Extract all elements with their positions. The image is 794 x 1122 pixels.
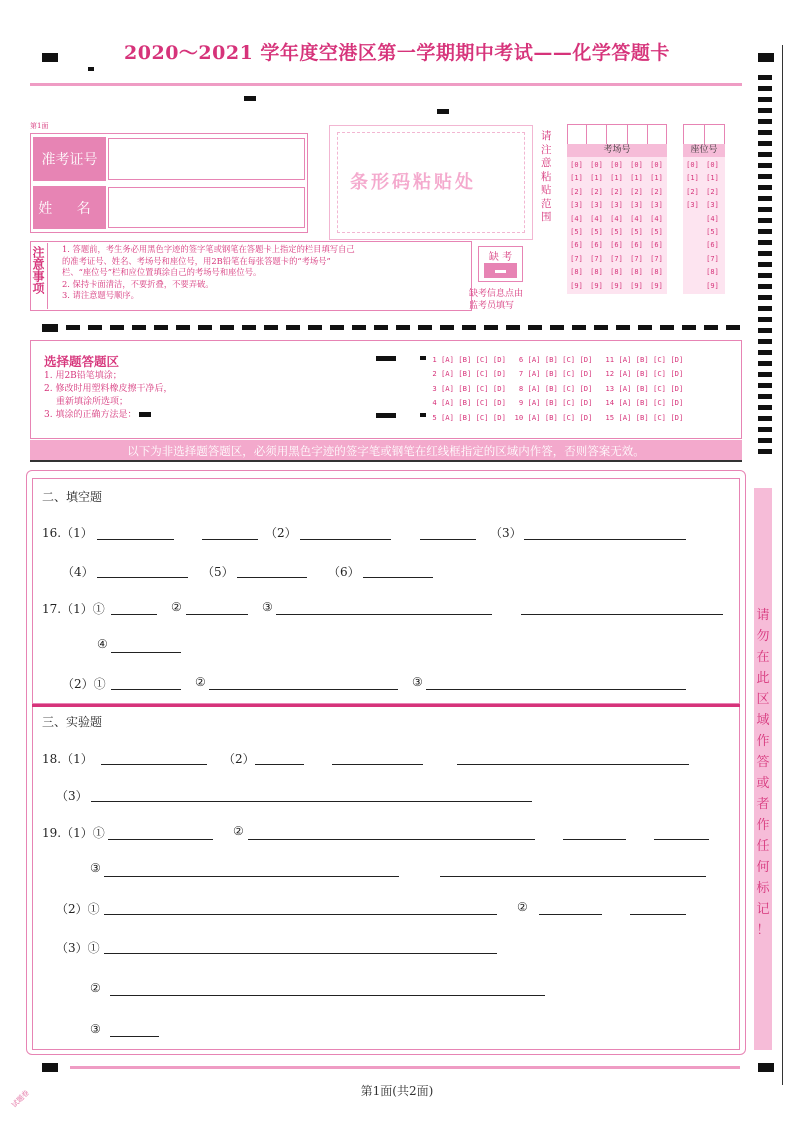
notice-banner-text: 以下为非选择题答题区，必须用黑色字迹的签字笔或钢笔在红线框指定的区域内作答，否则答案无效。	[127, 444, 645, 458]
q17b-2-label: ②	[195, 675, 206, 689]
page-label: 第1面	[30, 122, 49, 130]
title-underline	[30, 83, 742, 86]
q18-3-line[interactable]	[91, 801, 532, 802]
room-digit-bubble[interactable]: [5]	[610, 227, 623, 236]
q16-2-line[interactable]	[300, 539, 391, 540]
answer-frame-section3	[32, 707, 740, 1050]
room-digit-bubble[interactable]: [4]	[650, 214, 663, 223]
q19-3b-line[interactable]	[440, 876, 706, 877]
q19-3-line[interactable]	[104, 876, 399, 877]
notice-divider	[47, 243, 48, 309]
page-title: 2020～2021 学年度空港区第一学期期中考试——化学答题卡	[124, 42, 670, 64]
q17b-1-line[interactable]	[111, 689, 181, 690]
room-number-label: 考场号	[567, 144, 667, 157]
exam-id-field[interactable]	[108, 138, 305, 180]
seat-digit-ones-bubble[interactable]: [4]	[706, 214, 719, 223]
answer-frame-section2	[32, 478, 740, 704]
room-digit-bubble[interactable]: [2]	[630, 187, 643, 196]
q16-2-label: （2）	[265, 526, 297, 540]
room-digit-column	[609, 160, 624, 294]
notice-heading: 注意事项	[31, 246, 45, 294]
room-digit-bubble[interactable]: [0]	[570, 161, 583, 169]
q17-4-line[interactable]	[111, 652, 181, 653]
seat-digit-ones-bubble[interactable]: [0]	[706, 161, 719, 169]
seat-number-label: 座位号	[683, 144, 725, 157]
room-digit-bubble[interactable]: [6]	[570, 241, 583, 250]
room-digit-bubble[interactable]: [4]	[610, 214, 623, 223]
choice-heading: 选择题答题区	[44, 354, 120, 369]
q17-3b-line[interactable]	[521, 614, 723, 615]
q17-3-line[interactable]	[276, 614, 492, 615]
seat-digit-tens-bubble[interactable]: [2]	[686, 187, 699, 196]
q18-label: 18.（1）	[42, 752, 93, 766]
room-digit-bubble[interactable]: [7]	[650, 254, 663, 263]
choice-timing-1	[376, 356, 396, 361]
notice-body: 1. 答题前，考生务必用黑色字迹的签字笔或钢笔在答题卡上指定的栏目填写自己 的准考证号、姓名、考场号和座位号，用2B铅笔在每张答题卡的“考场号” 栏、“座位号”栏和应位置填涂自己的考场号和座位号。 2. 保持卡面清洁，不要折叠，不要弄破。 3. 请注意题号顺序。	[62, 244, 355, 300]
name-label: 姓 名	[33, 186, 106, 229]
choice-timing-small-2	[420, 413, 426, 417]
footer-corner-stamp: 试题卷	[10, 1088, 31, 1110]
absent-fill-mark	[495, 270, 506, 273]
q19b-2-line[interactable]	[539, 914, 602, 915]
room-digit-bubble[interactable]: [6]	[590, 241, 603, 250]
q16-label: 16.（1）	[42, 526, 93, 540]
room-digit-bubble[interactable]: [9]	[570, 281, 583, 290]
room-digit-bubble[interactable]: [8]	[590, 268, 603, 277]
q17b-3-label: ③	[412, 675, 423, 689]
q19c-2-label: ②	[90, 981, 101, 995]
q16-1b-line[interactable]	[202, 539, 258, 540]
q18-2c-line[interactable]	[457, 764, 689, 765]
q18-2b-line[interactable]	[332, 764, 423, 765]
choice-timing-small-1	[420, 356, 426, 360]
seat-digit-ones-bubble[interactable]: [8]	[706, 268, 719, 277]
q17-4-label: ④	[97, 637, 108, 651]
q19c-3-line[interactable]	[110, 1036, 159, 1037]
q19-2-line[interactable]	[248, 839, 535, 840]
room-digit-bubble[interactable]: [4]	[570, 214, 583, 223]
room-digit-bubble[interactable]: [0]	[610, 161, 623, 169]
room-digit-bubble[interactable]: [7]	[590, 254, 603, 263]
q19b-1-line[interactable]	[104, 914, 497, 915]
room-digit-bubble[interactable]: [1]	[570, 174, 583, 183]
q16-3-label: （3）	[490, 526, 522, 540]
q16-5-line[interactable]	[237, 577, 307, 578]
q16-4-line[interactable]	[97, 577, 188, 578]
q19-2c-line[interactable]	[654, 839, 709, 840]
room-digit-bubble[interactable]: [8]	[650, 268, 663, 277]
room-digit-bubble[interactable]: [6]	[630, 241, 643, 250]
room-digit-bubble[interactable]: [7]	[570, 254, 583, 263]
seat-digit-ones-bubble[interactable]: [5]	[706, 227, 719, 236]
timing-mark-bottom-left	[42, 1063, 58, 1072]
room-digit-bubble[interactable]: [5]	[650, 227, 663, 236]
choice-rules: 1. 用2B铅笔填涂； 2. 修改时用塑料橡皮擦干净后， 重新填涂所选项； 3. 填涂的正确方法是：	[44, 371, 173, 420]
q16-1-line[interactable]	[97, 539, 174, 540]
room-digit-bubble[interactable]: [9]	[590, 281, 603, 290]
room-digit-bubble[interactable]: [9]	[610, 281, 623, 290]
q16-5-label: （5）	[202, 565, 234, 579]
q17-2-label: ②	[171, 600, 182, 614]
choice-row-5[interactable]: 5 [A] [B] [C] [D] 10 [A] [B] [C] [D] 15 [A] [B] [C] [D]	[428, 413, 684, 422]
room-digit-bubble[interactable]: [3]	[630, 201, 643, 210]
q19b-2b-line[interactable]	[630, 914, 686, 915]
q17b-2-line[interactable]	[209, 689, 398, 690]
room-digit-bubble[interactable]: [8]	[610, 268, 623, 277]
room-digit-bubble[interactable]: [2]	[610, 187, 623, 196]
q19-label: 19.（1）①	[42, 826, 105, 840]
room-digit-bubble[interactable]: [4]	[590, 214, 603, 223]
choice-row-1[interactable]: 1 [A] [B] [C] [D] 6 [A] [B] [C] [D] 11 [A] [B] [C] [D]	[428, 355, 684, 364]
name-field[interactable]	[108, 187, 305, 228]
q19c-label: （3）①	[56, 941, 100, 955]
q19c-3-label: ③	[90, 1022, 101, 1036]
timing-mark-small	[88, 67, 94, 71]
q18-2-label: （2）	[223, 752, 255, 766]
q17-label: 17.（1）①	[42, 602, 105, 616]
q17-2-line[interactable]	[186, 614, 248, 615]
dashed-separator	[66, 325, 740, 330]
room-digit-bubble[interactable]: [9]	[650, 281, 663, 290]
q19-3-label: ③	[90, 861, 101, 875]
q19-1-line[interactable]	[108, 839, 213, 840]
room-digit-bubble[interactable]: [9]	[630, 281, 643, 290]
q17-3-label: ③	[262, 600, 273, 614]
q16-6-line[interactable]	[363, 577, 433, 578]
q19c-2-line[interactable]	[110, 995, 545, 996]
absent-note-1: 缺考信息点由	[469, 289, 524, 299]
q16-2b-line[interactable]	[420, 539, 476, 540]
q18-1-line[interactable]	[101, 764, 207, 765]
timing-mark-mid1	[244, 96, 256, 101]
seat-number-header-cells	[683, 124, 725, 144]
absent-note-2: 监考员填写	[469, 301, 515, 311]
room-digit-bubble[interactable]: [3]	[610, 201, 623, 210]
timing-mark-mid2	[437, 109, 449, 114]
room-digit-column	[569, 160, 584, 294]
choice-timing-2	[376, 413, 396, 418]
q18-3-label: （3）	[56, 789, 88, 803]
q16-6-label: （6）	[328, 565, 360, 579]
room-digit-bubble[interactable]: [3]	[590, 201, 603, 210]
seat-digit-ones-bubble[interactable]: [7]	[706, 254, 719, 263]
room-digit-bubble[interactable]: [0]	[650, 161, 663, 169]
room-digit-bubble[interactable]: [8]	[630, 268, 643, 277]
choice-row-4[interactable]: 4 [A] [B] [C] [D] 9 [A] [B] [C] [D] 14 [A] [B] [C] [D]	[428, 398, 684, 407]
seat-digit-ones-bubble[interactable]: [2]	[706, 187, 719, 196]
room-digit-bubble[interactable]: [7]	[610, 254, 623, 263]
section2-title: 二、填空题	[42, 490, 103, 504]
room-digit-bubble[interactable]: [1]	[650, 174, 663, 183]
room-digit-column	[629, 160, 644, 294]
seat-digit-ones-bubble[interactable]: [9]	[706, 281, 719, 290]
q19-2-label: ②	[233, 824, 244, 838]
room-digit-bubble[interactable]: [4]	[630, 214, 643, 223]
footer-page: 第1面(共2面)	[360, 1084, 434, 1098]
room-digit-bubble[interactable]: [5]	[590, 227, 603, 236]
room-digit-bubble[interactable]: [3]	[650, 201, 663, 210]
seat-digit-tens-bubble[interactable]: [3]	[686, 201, 699, 210]
seat-digit-ones-bubble[interactable]: [1]	[706, 174, 719, 183]
room-digit-bubble[interactable]: [2]	[650, 187, 663, 196]
separator-mark-left	[42, 324, 58, 332]
choice-row-3[interactable]: 3 [A] [B] [C] [D] 8 [A] [B] [C] [D] 13 [A] [B] [C] [D]	[428, 384, 684, 393]
room-digit-column	[589, 160, 604, 294]
barcode-note: 请 注 意 粘 贴 范 围	[541, 130, 552, 223]
room-digit-bubble[interactable]: [2]	[570, 187, 583, 196]
section3-title: 三、实验题	[42, 715, 103, 729]
room-digit-bubble[interactable]: [8]	[570, 268, 583, 277]
q17b-label: （2）①	[62, 677, 106, 691]
q16-4-label: （4）	[62, 565, 94, 579]
room-number-header-cells	[567, 124, 667, 144]
exam-id-label: 准考证号	[33, 137, 106, 181]
room-digit-bubble[interactable]: [0]	[590, 161, 603, 169]
side-warning-text: 请 勿 在 此 区 域 作 答 或 者 作 任 何 标 记 ！	[756, 608, 770, 938]
room-digit-bubble[interactable]: [5]	[570, 227, 583, 236]
room-digit-bubble[interactable]: [7]	[630, 254, 643, 263]
seat-digit-ones-bubble[interactable]: [3]	[706, 201, 719, 210]
room-digit-bubble[interactable]: [6]	[610, 241, 623, 250]
q16-3-line[interactable]	[524, 539, 686, 540]
q17-1-line[interactable]	[111, 614, 157, 615]
absent-label: 缺 考	[488, 252, 513, 263]
q17b-3-line[interactable]	[426, 689, 686, 690]
barcode-label: 条形码粘贴处	[350, 172, 476, 193]
room-digit-bubble[interactable]: [1]	[590, 174, 603, 183]
seat-digit-tens-column	[685, 160, 700, 214]
room-digit-bubble[interactable]: [0]	[630, 161, 643, 169]
choice-row-2[interactable]: 2 [A] [B] [C] [D] 7 [A] [B] [C] [D] 12 [A] [B] [C] [D]	[428, 369, 684, 378]
room-digit-bubble[interactable]: [1]	[610, 174, 623, 183]
q19-2b-line[interactable]	[563, 839, 626, 840]
room-digit-bubble[interactable]: [5]	[630, 227, 643, 236]
timing-mark-bottom-right	[758, 1063, 774, 1072]
room-digit-column	[649, 160, 664, 294]
q19b-label: （2）①	[56, 902, 100, 916]
seat-digit-ones-bubble[interactable]: [6]	[706, 241, 719, 250]
right-timing-ticks	[758, 75, 772, 454]
seat-digit-ones-column	[705, 160, 720, 294]
q18-2-line[interactable]	[255, 764, 304, 765]
seat-digit-tens-bubble[interactable]: [1]	[686, 174, 699, 183]
room-digit-bubble[interactable]: [6]	[650, 241, 663, 250]
seat-digit-tens-bubble[interactable]: [0]	[686, 161, 699, 169]
q19c-1-line[interactable]	[104, 953, 497, 954]
q19b-2-label: ②	[517, 900, 528, 914]
footer-line	[70, 1066, 740, 1069]
room-digit-bubble[interactable]: [3]	[570, 201, 583, 210]
banner-bottom-line	[30, 460, 742, 462]
right-edge-line	[782, 45, 783, 1085]
room-digit-bubble[interactable]: [2]	[590, 187, 603, 196]
room-digit-bubble[interactable]: [1]	[630, 174, 643, 183]
